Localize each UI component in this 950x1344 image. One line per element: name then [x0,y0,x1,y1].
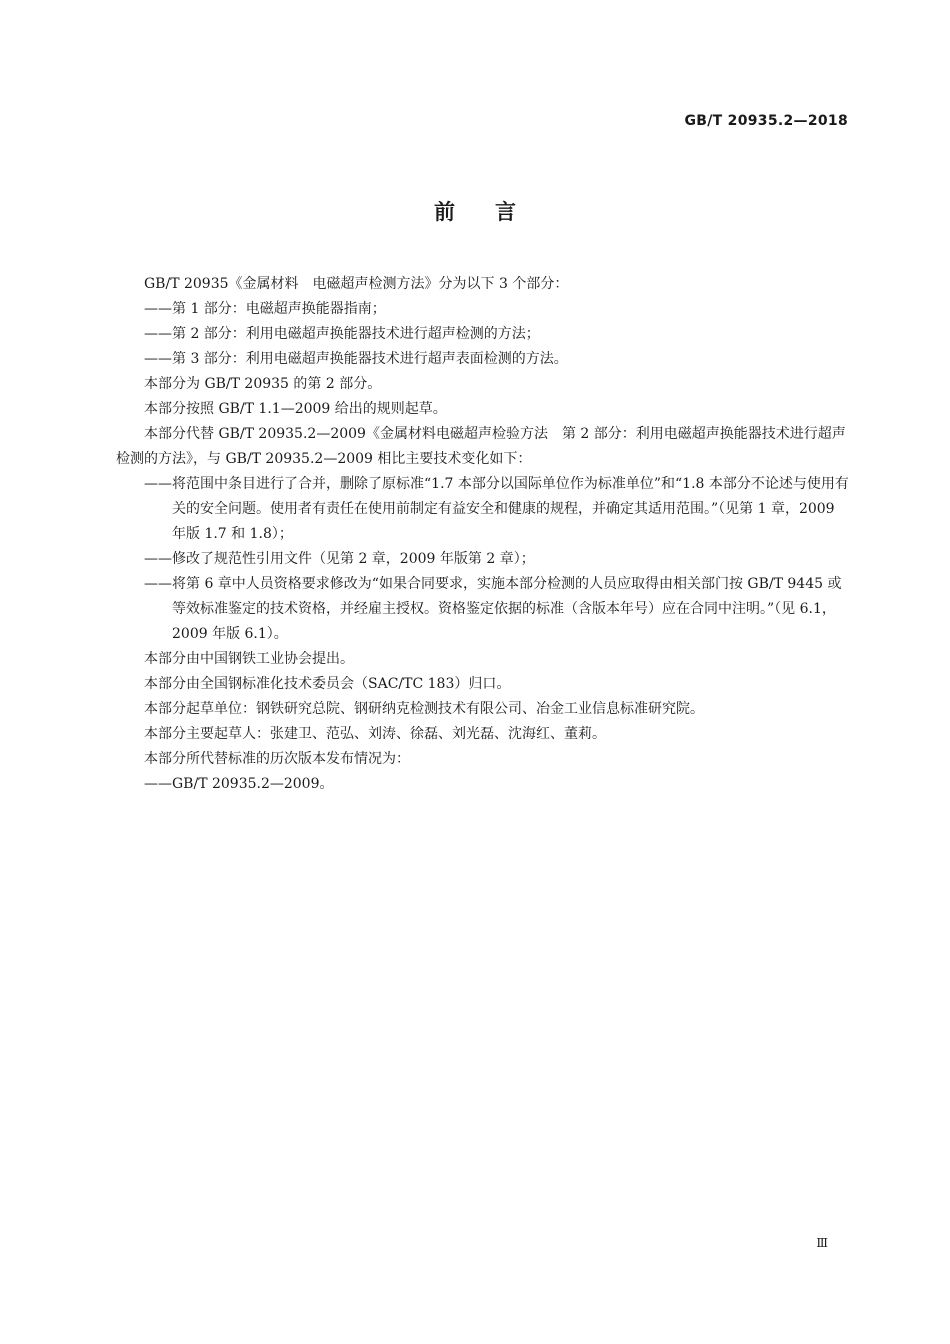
replacement-statement: 本部分代替 GB/T 20935.2—2009《金属材料电磁超声检验方法 第 2 部分：利用电磁超声换能器技术进行超声检测的方法》，与 GB/T 20935.2—2009 相比主要技术变化如下： [116,426,846,467]
proposer-statement: 本部分由中国钢铁工业协会提出。 [144,651,354,667]
foreword-body [116,272,850,797]
administration-statement: 本部分由全国钢标准化技术委员会（SAC/TC 183）归口。 [144,676,511,692]
change-item-1: ——将范围中条目进行了合并，删除了原标准“1.7 本部分以国际单位作为标准单位”和“1.8 本部分不论述与使用有关的安全问题。使用者有责任在使用前制定有益安全和健康的规程，并确定其适用范围。”（见第 1 章，2009 年版 1.7 和 1.8）； [144,476,849,542]
part-list-item-2: ——第 2 部分：利用电磁超声换能器技术进行超声检测的方法； [144,326,540,342]
drafting-units-statement: 本部分起草单位：钢铁研究总院、钢研纳克检测技术有限公司、冶金工业信息标准研究院。 [144,701,704,717]
drafting-rules-statement: 本部分按照 GB/T 1.1—2009 给出的规则起草。 [144,401,447,417]
part-list-item-3: ——第 3 部分：利用电磁超声换能器技术进行超声表面检测的方法。 [144,351,568,367]
history-intro: 本部分所代替标准的历次版本发布情况为： [144,751,410,767]
part-list-item-1: ——第 1 部分：电磁超声换能器指南； [144,301,386,317]
drafters-statement: 本部分主要起草人：张建卫、范弘、刘涛、徐磊、刘光磊、沈海红、董莉。 [144,726,606,742]
change-item-2: ——修改了规范性引用文件（见第 2 章，2009 年版第 2 章）； [144,551,535,567]
history-item-1: ——GB/T 20935.2—2009。 [144,776,334,792]
page-title: 前言 [434,200,556,224]
part-statement: 本部分为 GB/T 20935 的第 2 部分。 [144,376,382,392]
page-number: Ⅲ [816,1236,828,1250]
standard-code: GB/T 20935.2—2018 [684,113,848,129]
change-item-3: ——将第 6 章中人员资格要求修改为“如果合同要求，实施本部分检测的人员应取得由相关部门按 GB/T 9445 或等效标准鉴定的技术资格，并经雇主授权。资格鉴定依据的标准（含版本年号）应在合同中注明。”（见 6.1，2009 年版 6.1）。 [144,576,842,642]
intro-paragraph: GB/T 20935《金属材料 电磁超声检测方法》分为以下 3 个部分： [144,276,569,292]
